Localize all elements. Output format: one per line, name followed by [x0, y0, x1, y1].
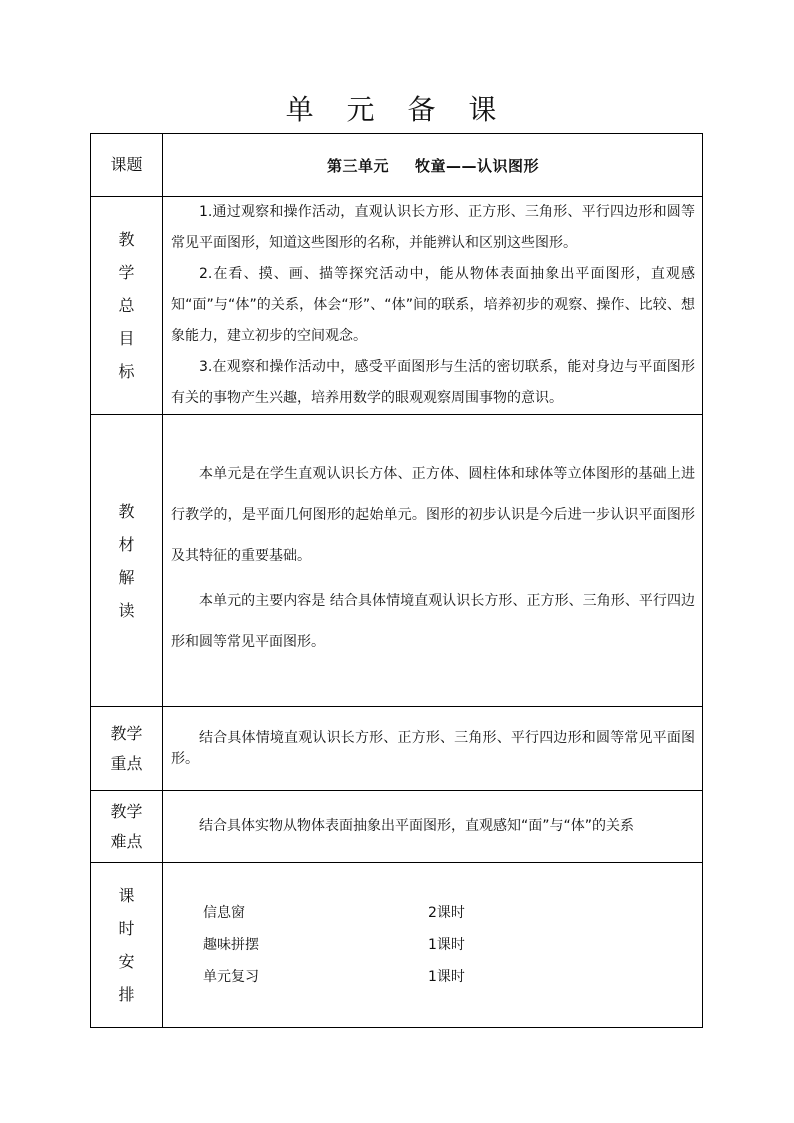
- key-points-row: [91, 707, 703, 791]
- goals-label-char: 目: [118, 329, 135, 348]
- difficulty-row: [91, 791, 703, 863]
- difficulty-label-line: 教学: [110, 801, 143, 821]
- difficulty-label-line: 难点: [110, 831, 143, 851]
- key-points-label-line: 重点: [110, 753, 143, 773]
- schedule-label-char: 排: [118, 985, 135, 1004]
- key-points-label-line: 教学: [110, 723, 143, 743]
- reading-paragraph: 本单元是在学生直观认识长方体、正方体、圆柱体和球体等立体图形的基础上进行教学的，是平面几何图形的起始单元。图形的初步认识是今后进一步认识平面图形及其特征的重要基础。: [171, 466, 695, 564]
- schedule-list: [203, 897, 695, 993]
- goals-label-char: 总: [118, 296, 135, 315]
- key-points-content: [163, 707, 703, 791]
- topic-label: 课题: [91, 134, 163, 197]
- schedule-item-name: 单元复习: [203, 969, 259, 985]
- unit-name: 牧童——认识图形: [415, 156, 540, 175]
- reading-content: [163, 415, 703, 707]
- schedule-item-hours: 2课时: [428, 905, 465, 921]
- schedule-label-char: 时: [118, 919, 135, 938]
- goals-row: [91, 197, 703, 415]
- schedule-item-name: 趣味拼摆: [203, 937, 259, 953]
- goals-label: [91, 197, 163, 415]
- reading-paragraph: 本单元的主要内容是 结合具体情境直观认识长方形、正方形、三角形、平行四边形和圆等常见平面图形。: [171, 593, 695, 650]
- reading-label-char: 材: [118, 534, 135, 554]
- key-points-label: [91, 707, 163, 791]
- goals-label-char: 教: [118, 230, 135, 249]
- goal-item: 1.通过观察和操作活动，直观认识长方形、正方形、三角形、平行四边形和圆等常见平面图形，知道这些图形的名称，并能辨认和区别这些图形。: [171, 204, 695, 251]
- unit-number: 第三单元: [326, 156, 389, 175]
- schedule-label-char: 课: [118, 886, 135, 905]
- difficulty-label: [91, 791, 163, 863]
- topic-row: [91, 134, 703, 197]
- schedule-label: [91, 863, 163, 1028]
- goal-item: 3.在观察和操作活动中，感受平面图形与生活的密切联系，能对身边与平面图形有关的事物产生兴趣，培养用数学的眼观观察周围事物的意识。: [171, 359, 695, 406]
- schedule-row: [91, 863, 703, 1028]
- goals-content: [163, 197, 703, 415]
- schedule-item-hours: 1课时: [428, 937, 465, 953]
- key-points-text: 结合具体情境直观认识长方形、正方形、三角形、平行四边形和圆等常见平面图形。: [171, 729, 695, 767]
- schedule-item: [203, 897, 695, 929]
- difficulty-text: 结合具体实物从物体表面抽象出平面图形，直观感知“面”与“体”的关系: [199, 818, 635, 834]
- difficulty-content: [163, 791, 703, 863]
- schedule-item-hours: 1课时: [428, 969, 465, 985]
- goal-item: 2.在看、摸、画、描等探究活动中，能从物体表面抽象出平面图形，直观感知“面”与“体”的关系，体会“形”、“体”间的联系，培养初步的观察、操作、比较、想象能力，建立初步的空间观念。: [171, 266, 695, 344]
- schedule-label-char: 安: [118, 952, 135, 971]
- schedule-content: [163, 863, 703, 1028]
- reading-label: [91, 415, 163, 707]
- schedule-item: [203, 961, 695, 993]
- reading-label-char: 读: [118, 600, 135, 620]
- reading-row: [91, 415, 703, 707]
- document-title: 单 元 备 课: [285, 93, 509, 126]
- schedule-item-name: 信息窗: [203, 905, 245, 921]
- reading-label-char: 解: [118, 567, 135, 587]
- reading-label-char: 教: [118, 501, 135, 521]
- goals-label-char: 学: [118, 263, 135, 282]
- schedule-item: [203, 929, 695, 961]
- lesson-plan-table: [90, 133, 703, 1028]
- goals-label-char: 标: [118, 362, 135, 381]
- topic-cell: [163, 134, 703, 197]
